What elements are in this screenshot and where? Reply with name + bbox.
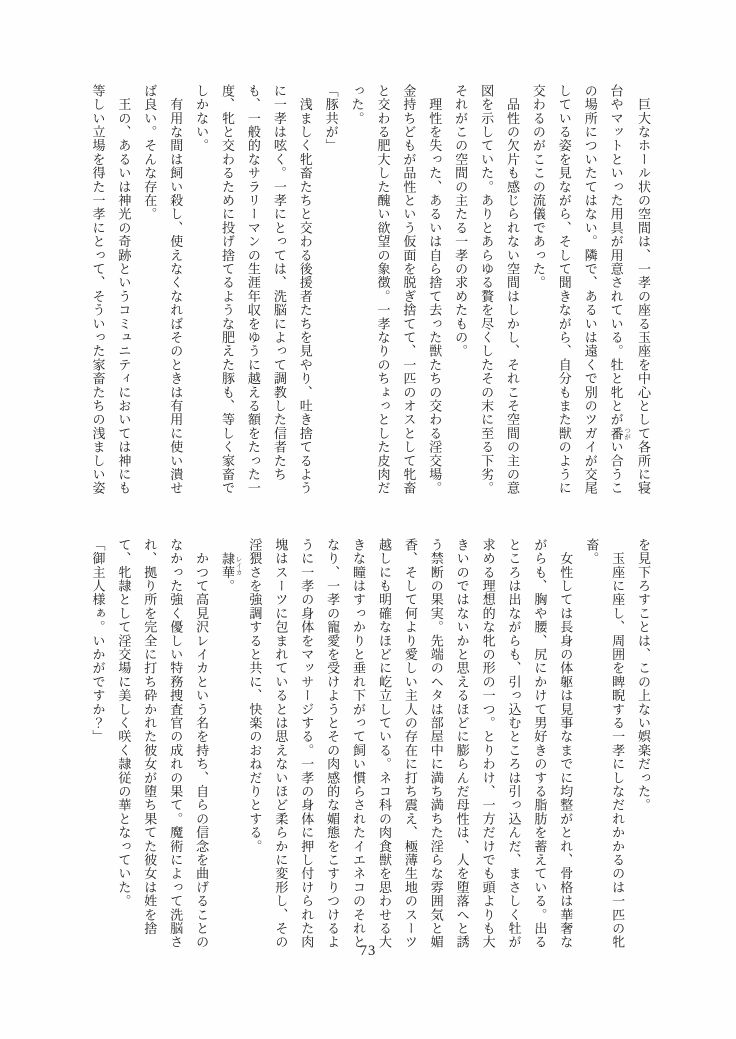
text-line: った。 [349,84,365,126]
text-line: ば良い。そんな存在。 [142,84,158,221]
text-line: ところは出ながらも、引っ込むところは引っ込んだ、まさしく牡が [506,538,522,949]
text-line: 巨大なホール状の空間は、一孝の座る玉座を中心として各所に寝 [636,84,651,495]
furigana-ruby: 番 つが [608,426,631,441]
text-line: に一孝は呟く。一孝にとっては、洗脳によって調教した信者たち [271,84,287,482]
text-line: なかった強く優しい特務捜査官の成れの果て。魔術によって洗脳さ [168,538,184,949]
text-line: 女性しては長身の体躯は見事なまでに均整がとれ、骨格は華奢な [558,538,574,949]
text-line: の場所についたてはない。隣で、あるいは遠くで別のツガイが交尾 [582,84,598,495]
text-line: 度、牝と交わるために投げ捨てるような肥えた豚も、等しく家畜で [220,84,235,495]
text-line: れ、拠り所を完全に打ち砕かれた彼女が堕ち果てた彼女は姓を捨 [142,538,158,936]
text-block-lower [85,538,656,956]
text-line: 品性の欠片も感じられない空間はしかし、それこそ空間の主の意 [504,84,520,495]
text-line: 隷華 レイカ。 [220,551,242,593]
text-line: 台やマットといった用具が用意されている。牡と牝とが番 つがい合うこ [608,84,631,496]
text-line: 理性を失った、あるいは自ら捨て去った獣たちの交わる淫交場。 [427,84,443,495]
text-line: それがこの空間の主たる一孝の求めたもの。 [453,84,469,358]
text-line: う禁断の果実。先端のヘタは部屋中に満ち満ちた淫らな雰囲気と媚 [428,538,444,949]
text-line: 畜。 [584,538,600,566]
text-line: 有用な間は飼い殺し、使えなくなればそのときは有用に使い潰せ [168,84,184,495]
text-line: 交わるのがここの流儀であった。 [530,84,546,290]
text-line: かつて高見沢レイカという名を持ち、自らの信念を曲げることの [194,538,210,949]
text-line: きいのではないかと思えるほどに膨らんだ母性は、人を堕落へと誘 [454,538,470,949]
text-line: うに一孝の身体をマッサージする。一孝の身体に押し付けられた肉 [299,538,315,949]
furigana-ruby: 隷華 レイカ [220,551,242,580]
text-line: も、一般的なサラリーマンの生涯年収をゆうに越える額をたった一 [245,84,261,495]
text-line: 金持ちどもが品性という仮面を脱ぎ捨てて、一匹のオスとして牝畜 [401,84,417,495]
text-line: を見下ろすことは、この上ない娯楽だった。 [636,538,651,812]
text-line: 浅ましく牝畜たちと交わる後援者たちを見やり、吐き捨てるよう [297,84,313,495]
text-line: 「御主人様ぁ。いかがですか？」 [90,538,106,744]
text-line: 玉座に座し、周囲を睥睨する一孝にしなだれかかるのは一匹の牝 [610,538,626,949]
text-line: 淫猥さを強調すると共に、快楽のおねだりとする。 [247,538,263,854]
text-line: 塊はスーツに包まれているとは思えないほど柔らかに変形し、その [273,538,289,949]
text-line: がらも、胸や腰、尻にかけて男好きのする脂肪を蓄えている。出る [532,538,548,949]
text-line: 「豚共が」 [323,84,339,153]
text-line: と交わる肥大した醜い欲望の象徴。一孝なりのちょっとした皮肉だ [375,84,391,495]
text-line: 王の、あるいは神光の奇跡というコミュニティにおいては神にも [116,84,132,495]
text-line: 等しい立場を得た一孝にとって、そういった家畜たちの浅ましい姿 [90,84,106,495]
text-line: している姿を見ながら、そして聞きながら、自分もまた獣のように [556,84,572,495]
text-line: 香、そして何より愛しい主人の存在に打ち震え、極薄生地のスーツ [402,538,418,949]
text-block-upper [85,84,656,502]
text-line: 図を示していた。ありとあらゆる贅を尽くしたその末に至る下劣。 [479,84,495,495]
text-line: 越しにも明確なほどに屹立している。ネコ科の肉食獣を思わせる大 [376,538,392,949]
text-line: 求める理想的な牝の形の一つ。とりわけ、一方だけでも頭よりも大 [480,538,496,949]
page-number: 73 [359,943,377,959]
text-line: しかない。 [194,84,210,153]
text-line: て、牝隷として淫交場に美しく咲く隷従の華となっていた。 [116,538,132,908]
text-line: なり、一孝の寵愛を受けようとその肉感的な媚態をこすりつけるよ [325,538,341,949]
text-line: きな瞳はすっかりと垂れ下がって飼い慣らされたイエネコのそれと [351,538,367,949]
